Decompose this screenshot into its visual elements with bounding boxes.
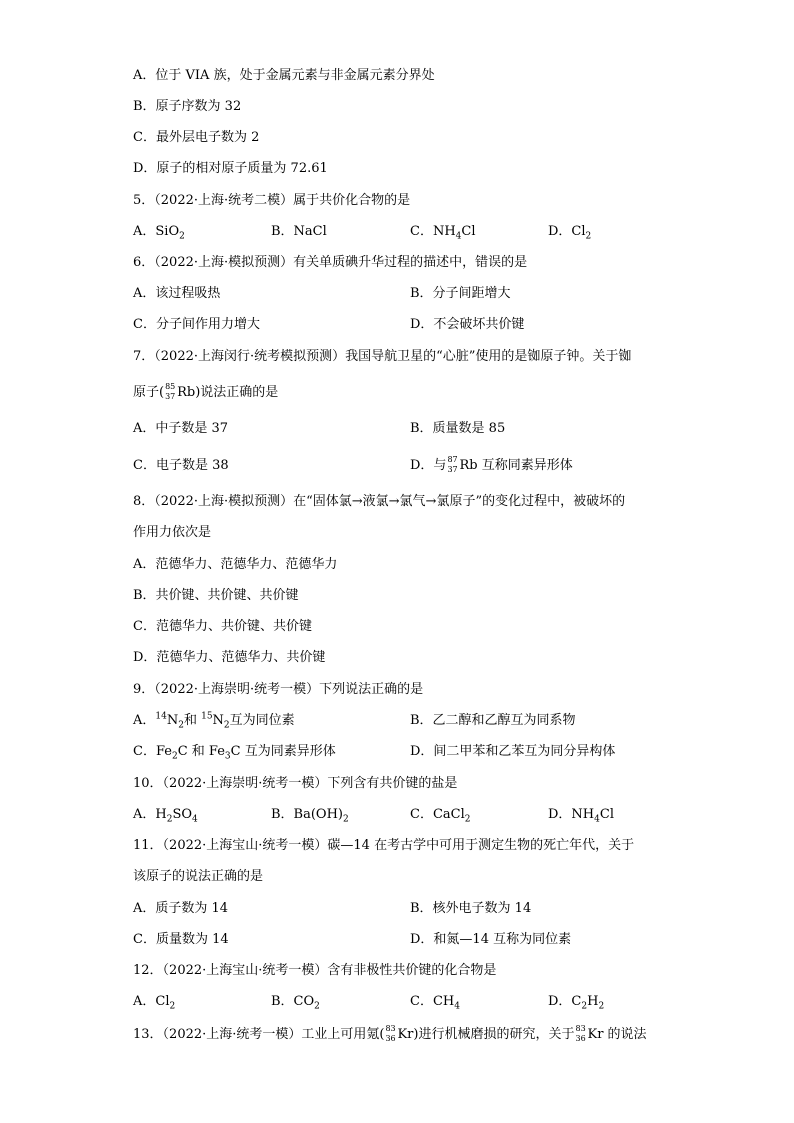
q9-stem: 9．（2022·上海崇明·统考一模）下列说法正确的是 bbox=[133, 682, 424, 697]
q5-option-a: A．SiO$_2$ bbox=[133, 224, 185, 242]
q13-stem: 13．（2022·上海·统考一模）工业上可用氪( 83 36 Kr)进行机械磨损的研究，关于 83 36 Kr 的说法 bbox=[133, 1024, 647, 1043]
q9-option-c: C．$Fe_2C$ 和 $Fe_3C$ 互为同素异形体 bbox=[133, 744, 336, 762]
q8-option-a: A．范德华力、范德华力、范德华力 bbox=[133, 557, 338, 572]
isotope-notation: 87 37 bbox=[447, 455, 458, 474]
q6-option-a: A．该过程吸热 bbox=[133, 286, 221, 301]
q12-option-c: C．$CH_4$ bbox=[410, 994, 460, 1012]
q6-stem: 6．（2022·上海·模拟预测）有关单质碘升华过程的描述中，错误的是 bbox=[133, 255, 528, 270]
q4-option-b: B．原子序数为 32 bbox=[133, 99, 242, 114]
q11-stem: 11．（2022·上海宝山·统考一模）碳—14 在考古学中可用于测定生物的死亡年代，关于 bbox=[133, 838, 635, 853]
q10-option-b: B．$Ba(OH)_2$ bbox=[271, 807, 349, 825]
q6-option-d: D．不会破坏共价键 bbox=[410, 317, 525, 332]
q10-option-c: C．CaCl$_2$ bbox=[410, 807, 471, 825]
q8-stem-line2: 作用力依次是 bbox=[133, 525, 212, 540]
q7-option-d: D．与 87 37 Rb 互称同素异形体 bbox=[410, 455, 573, 474]
q5-stem: 5．（2022·上海·统考二模）属于共价化合物的是 bbox=[133, 193, 411, 208]
q6-option-b: B．分子间距增大 bbox=[410, 286, 511, 301]
q11-option-c: C．质量数为 14 bbox=[133, 932, 229, 947]
q7-stem: 7．（2022·上海闵行·统考模拟预测）我国导航卫星的“心脏”使用的是铷原子钟。关于铷 bbox=[133, 349, 632, 364]
q5-option-c: C．$NH_4Cl$ bbox=[410, 224, 476, 242]
q11-stem-line2: 该原子的说法正确的是 bbox=[133, 869, 264, 884]
q7-option-c: C．电子数是 38 bbox=[133, 458, 229, 473]
q8-option-b: B．共价键、共价键、共价键 bbox=[133, 588, 299, 603]
q7-option-b: B．质量数是 85 bbox=[410, 421, 506, 436]
q11-option-a: A．质子数为 14 bbox=[133, 901, 229, 916]
q7-option-a: A．中子数是 37 bbox=[133, 421, 229, 436]
q12-option-b: B．$CO_2$ bbox=[271, 994, 320, 1012]
q9-option-b: B．乙二醇和乙醇互为同系物 bbox=[410, 713, 576, 728]
isotope-notation: 83 36 bbox=[385, 1024, 396, 1043]
q10-stem: 10．（2022·上海崇明·统考一模）下列含有共价键的盐是 bbox=[133, 776, 458, 791]
q5-option-d: D．$Cl_2$ bbox=[548, 224, 592, 242]
q9-option-d: D．间二甲苯和乙苯互为同分异构体 bbox=[410, 744, 616, 759]
q11-option-d: D．和氮—14 互称为同位素 bbox=[410, 932, 572, 947]
q8-option-c: C．范德华力、共价键、共价键 bbox=[133, 619, 312, 634]
q11-option-b: B．核外电子数为 14 bbox=[410, 901, 532, 916]
isotope-notation: 83 36 bbox=[575, 1024, 586, 1043]
q9-option-a: A．$^{14}N_2$和 $^{15}N_2$互为同位素 bbox=[133, 711, 295, 731]
q8-option-d: D．范德华力、范德华力、共价键 bbox=[133, 650, 326, 665]
q12-stem: 12．（2022·上海宝山·统考一模）含有非极性共价键的化合物是 bbox=[133, 963, 497, 978]
q4-option-d: D．原子的相对原子质量为 72.61 bbox=[133, 161, 328, 176]
q10-option-a: A．$H_2SO_4$ bbox=[133, 807, 198, 825]
q4-option-a: A．位于 VIA 族，处于金属元素与非金属元素分界处 bbox=[133, 68, 435, 83]
q6-option-c: C．分子间作用力增大 bbox=[133, 317, 260, 332]
q12-option-a: A．$Cl_2$ bbox=[133, 994, 176, 1012]
q4-option-c: C．最外层电子数为 2 bbox=[133, 130, 260, 145]
isotope-notation: 85 37 bbox=[165, 382, 176, 401]
q8-stem: 8．（2022·上海·模拟预测）在“固体氯→液氯→氯气→氯原子”的变化过程中，被破坏的 bbox=[133, 494, 626, 509]
q5-option-b: B．NaCl bbox=[271, 224, 327, 239]
q7-stem-line2: 原子( 85 37 Rb)说法正确的是 bbox=[133, 382, 279, 401]
q12-option-d: D．$C_2H_2$ bbox=[548, 994, 605, 1012]
q10-option-d: D．$NH_4Cl$ bbox=[548, 807, 614, 825]
